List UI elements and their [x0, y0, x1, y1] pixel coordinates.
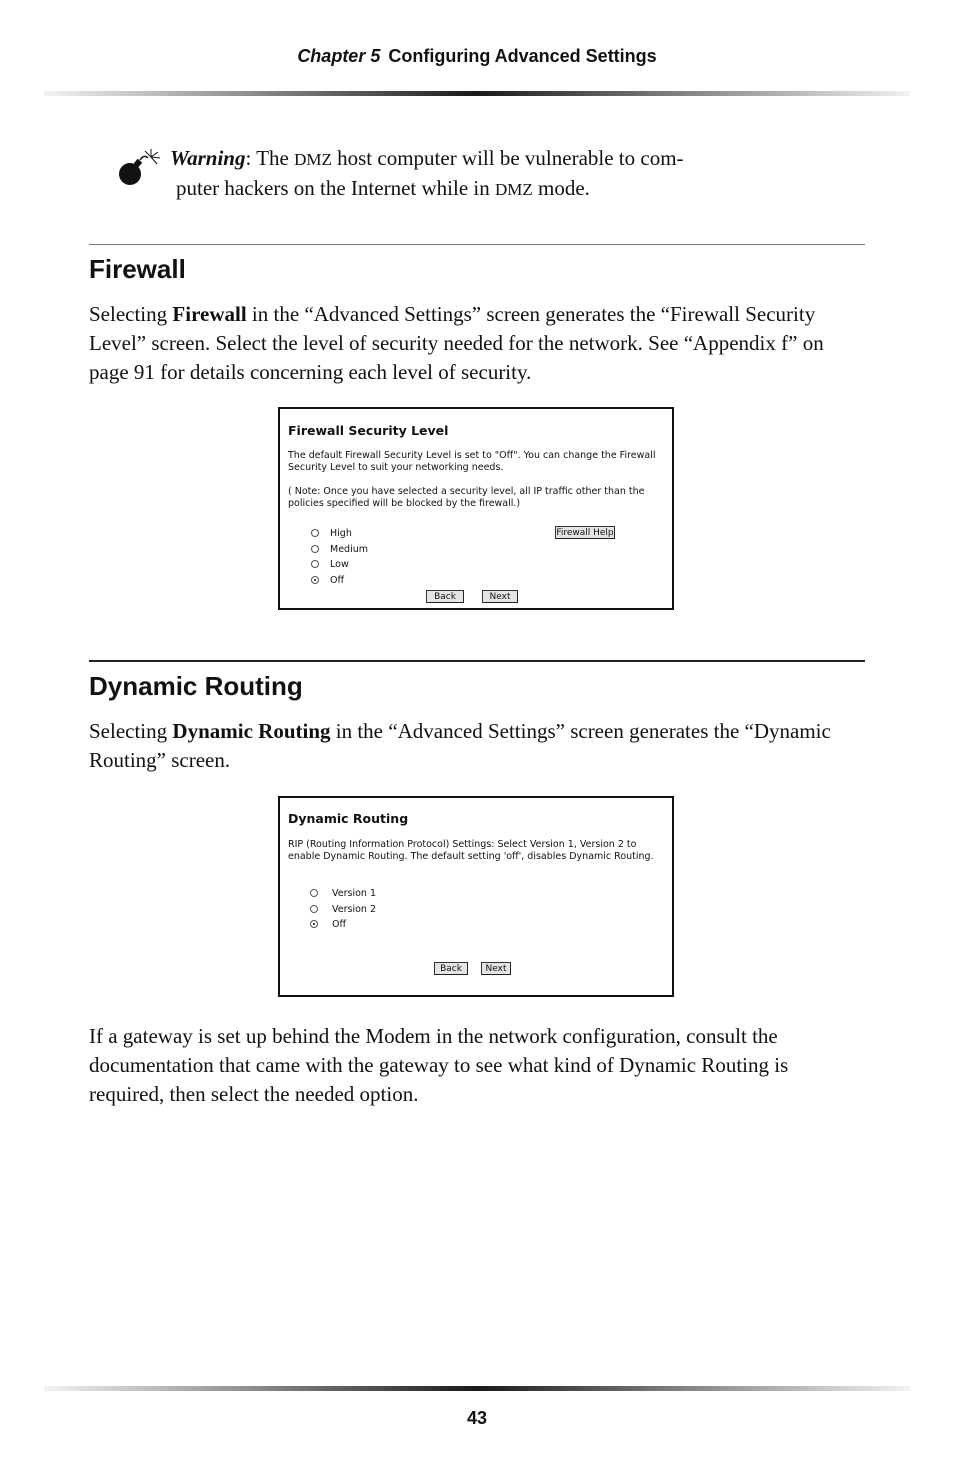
radio-label-medium: Medium [330, 544, 368, 555]
dynamic-routing-heading: Dynamic Routing [89, 671, 303, 701]
screen-description: The default Firewall Security Level is set to "Off". You can change the Firewall Security Level to suit your networking needs. [288, 450, 656, 473]
screen-note: ( Note: Once you have selected a security level, all IP traffic other than the policies specified will be blocked by the firewall.) [288, 486, 645, 509]
radio-label-low: Low [330, 559, 349, 570]
radio-medium[interactable] [311, 545, 319, 553]
bomb-icon [118, 148, 164, 188]
warning-note: Warning: The DMZ host computer will be vulnerable to com- puter hackers on the Internet while in DMZ mode. [118, 144, 778, 204]
screen-description: RIP (Routing Information Protocol) Settings: Select Version 1, Version 2 to enable Dynamic Routing. The default setting 'off', disables Dynamic Routing. [288, 839, 654, 862]
radio-low[interactable] [311, 560, 319, 568]
back-button[interactable]: Back [434, 962, 468, 975]
firewall-paragraph: Selecting Firewall in the “Advanced Settings” screen generates the “Firewall Security Level” screen. Select the level of security needed for the network. See “Appendix f” on page 91 for details concerning each level of security. [89, 302, 824, 384]
closing-paragraph: If a gateway is set up behind the Modem in the network configuration, consult the documentation that came with the gateway to see what kind of Dynamic Routing is required, then select the needed option. [89, 1024, 789, 1106]
radio-off[interactable] [310, 920, 318, 928]
dynamic-routing-paragraph: Selecting Dynamic Routing in the “Advanced Settings” screen generates the “Dynamic Routing” screen. [89, 719, 831, 772]
radio-label-high: High [330, 528, 352, 539]
back-button[interactable]: Back [426, 590, 464, 603]
firewall-help-button[interactable]: Firewall Help [556, 528, 614, 538]
page-number: 43 [466, 1408, 488, 1428]
radio-high[interactable] [311, 529, 319, 537]
radio-version-2[interactable] [310, 905, 318, 913]
radio-label-version-1: Version 1 [332, 888, 376, 899]
dynamic-routing-screenshot [278, 796, 674, 997]
running-header [0, 46, 954, 67]
radio-label-version-2: Version 2 [332, 904, 376, 915]
screen-title: Dynamic Routing [288, 811, 409, 826]
firewall-heading: Firewall [89, 254, 186, 284]
header-rule [44, 91, 910, 96]
section-divider [89, 244, 865, 245]
radio-label-off: Off [332, 919, 347, 930]
radio-off[interactable] [311, 576, 319, 584]
radio-version-1[interactable] [310, 889, 318, 897]
firewall-security-level-screenshot [278, 407, 674, 610]
next-button[interactable]: Next [482, 590, 518, 603]
section-divider [89, 660, 865, 662]
chapter-title: Configuring Advanced Settings [388, 46, 657, 66]
radio-label-off: Off [330, 575, 345, 586]
screen-title: Firewall Security Level [288, 423, 449, 438]
warning-label: Warning [170, 146, 246, 170]
footer-rule [44, 1386, 910, 1391]
chapter-number: Chapter 5 [297, 46, 381, 66]
next-button[interactable]: Next [481, 962, 511, 975]
